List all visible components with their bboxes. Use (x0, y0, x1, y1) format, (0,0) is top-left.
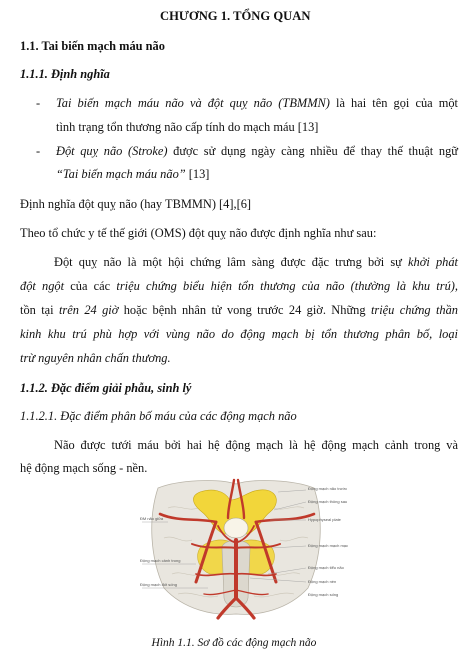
bullet-2-line-1 (56, 143, 458, 159)
figure-label: Động mạch đốt sống (140, 582, 177, 587)
bullet-2-text: được sử dụng ngày càng nhiều để thay thế thuật ngữ (167, 144, 459, 158)
definition-line-4: kinh khu trú phù hợp với vùng não do động mạch bị tổn thương phân bố, loại (20, 327, 458, 341)
bullet-1-line-1 (56, 95, 458, 111)
chapter-title: CHƯƠNG 1. TỔNG QUAN (160, 9, 311, 23)
section-heading-1-1-2-1: 1.1.2.1. Đặc điểm phân bố máu của các động mạch não (20, 409, 297, 423)
definition-text: của các (64, 279, 117, 293)
cerebral-arteries-figure (138, 478, 349, 618)
figure-label: ĐM não giữa (140, 516, 164, 521)
definition-line-2 (20, 278, 458, 294)
section-heading-1-1: 1.1. Tai biến mạch máu não (20, 39, 165, 53)
bullet-dash: - (36, 144, 41, 158)
definition-emphasis: trên 24 giờ (58, 303, 119, 317)
definition-emphasis: đột ngột (20, 279, 65, 293)
bullet-1-line-2: tình trạng tổn thương não cấp tính do mạch máu [13] (56, 120, 319, 134)
figure-label: Động mạch thông sau (308, 499, 348, 504)
definition-emphasis: khởi phát (408, 255, 458, 269)
definition-line-3 (20, 302, 458, 318)
figure-label: Động mạch não trước (308, 486, 348, 491)
blood-para-line-2: hệ động mạch sống - nền. (20, 461, 148, 475)
definition-text: Đột quỵ não là một hội chứng lâm sàng được đặc trưng bởi sự (54, 255, 409, 269)
bullet-2-ref: [13] (185, 167, 210, 181)
definition-emphasis: triệu chứng thần (370, 303, 458, 317)
bullet-dash: - (36, 96, 41, 110)
figure-label: Động mạch sống (308, 592, 339, 597)
section-heading-1-1-2: 1.1.2. Đặc điểm giải phẫu, sinh lý (20, 381, 192, 395)
bullet-1-text: là hai tên gọi của một (329, 96, 458, 110)
definition-intro: Định nghĩa đột quỵ não (hay TBMMN) [4],[6] (20, 197, 252, 211)
definition-text: hoặc bệnh nhân tử vong trước 24 giờ. Những (118, 303, 371, 317)
blood-para-line-1: Não được tưới máu bởi hai hệ động mạch là hệ động mạch cảnh trong và (54, 438, 458, 452)
figure-label: Động mạch tiểu não (308, 565, 344, 570)
figure-label: Động mạch nền (308, 579, 337, 584)
bullet-1-term: Tai biến mạch máu não và đột quỵ não (TBMMN) (56, 96, 330, 110)
bullet-2-line-2 (56, 166, 209, 182)
definition-line-1 (54, 254, 458, 270)
figure-label: Động mạch mạch mạc (308, 543, 349, 548)
who-intro: Theo tổ chức y tế thế giới (OMS) đột quỵ não được định nghĩa như sau: (20, 226, 377, 240)
bullet-2-quote: “Tai biến mạch máu não” (56, 167, 186, 181)
figure-label: Hypophyseal plate (308, 517, 341, 522)
figure-caption: Hình 1.1. Sơ đồ các động mạch não (151, 637, 317, 649)
bullet-2-term: Đột quỵ não (Stroke) (56, 144, 168, 158)
definition-text: tồn tại (20, 303, 59, 317)
definition-line-5: trừ nguyên nhân chấn thương. (20, 351, 171, 365)
section-heading-1-1-1: 1.1.1. Định nghĩa (20, 67, 110, 81)
figure-label: Động mạch cảnh trong (140, 558, 181, 563)
definition-emphasis: triệu chứng biểu hiện tổn thương của não (thường là khu trú), (116, 279, 458, 293)
